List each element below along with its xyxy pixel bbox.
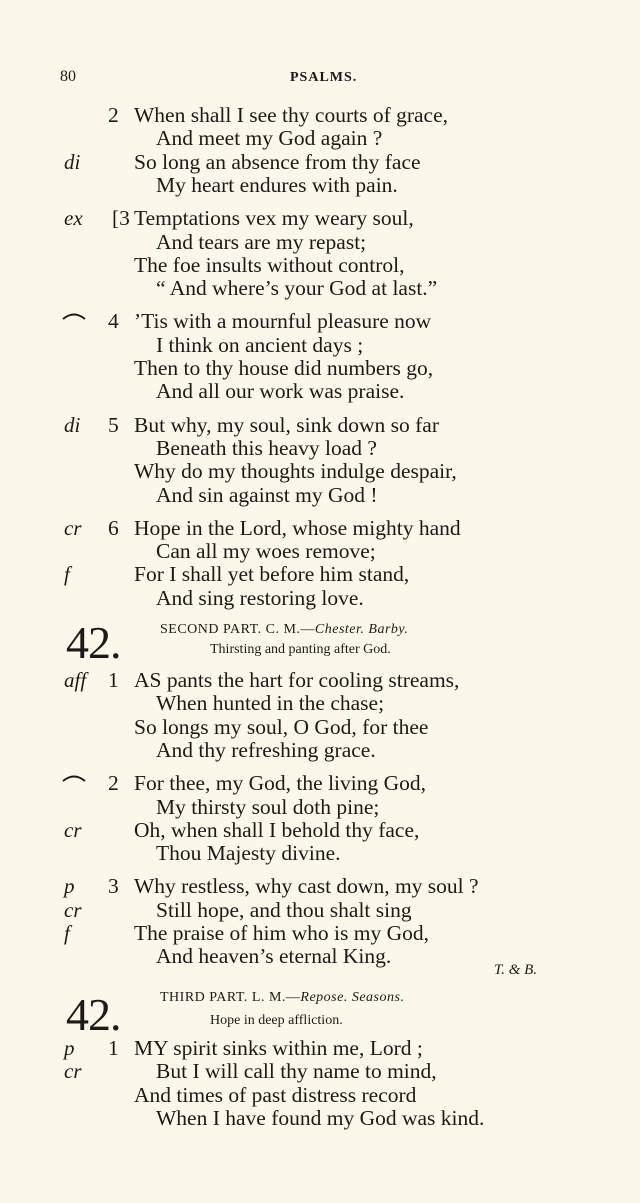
verse-line xyxy=(0,691,640,715)
psalm-number: 42. xyxy=(66,989,121,1040)
verse-line xyxy=(0,1083,640,1107)
part-meter: SECOND PART. C. M.— xyxy=(160,622,315,637)
dynamic-mark: cr xyxy=(64,1059,82,1084)
part-meter: THIRD PART. L. M.— xyxy=(160,990,301,1005)
verse-number: 1 xyxy=(108,1036,119,1060)
psalm-subject: Hope in deep affliction. xyxy=(210,1013,343,1028)
dynamic-mark: f xyxy=(64,921,70,945)
verse-text: For I shall yet before him stand, xyxy=(134,562,410,587)
verse-text: My thirsty soul doth pine; xyxy=(156,794,380,819)
verse-text: I think on ancient days ; xyxy=(156,332,364,357)
verse-text: When hunted in the chase; xyxy=(156,691,385,716)
dynamic-mark: cr xyxy=(64,897,82,922)
verse-text: For thee, my God, the living God, xyxy=(134,771,427,796)
verse-line xyxy=(0,1059,640,1083)
verse-line xyxy=(0,126,640,150)
verse-text: AS pants the hart for cooling streams, xyxy=(134,668,460,692)
verse-text: When shall I see thy courts of grace, xyxy=(134,103,449,127)
author-initials: T. & B. xyxy=(494,962,538,978)
verse-text: And tears are my repast; xyxy=(156,229,367,254)
verse-text: My heart endures with pain. xyxy=(156,172,398,197)
verse-text: And sin against my God ! xyxy=(156,482,378,507)
verse-text: Temptations vex my weary soul, xyxy=(134,206,414,231)
verse-text: So longs my soul, O God, for thee xyxy=(134,714,429,739)
verse-text: And times of past distress record xyxy=(134,1082,417,1107)
verse-line xyxy=(0,413,640,437)
verse-line xyxy=(0,921,640,945)
dynamic-mark: cr xyxy=(64,515,82,540)
verse-line xyxy=(0,944,640,968)
verse-number: 6 xyxy=(108,515,119,540)
verse-text: And meet my God again ? xyxy=(156,126,383,151)
tune-names: Chester. Barby. xyxy=(314,622,409,637)
verse-number: 5 xyxy=(108,412,119,437)
verse-text: “ And where’s your God at last.” xyxy=(156,276,438,301)
part-title xyxy=(160,622,408,638)
part-title xyxy=(160,990,404,1006)
slur-mark-icon xyxy=(62,312,86,320)
page-header xyxy=(0,68,640,90)
verse-line xyxy=(0,206,640,230)
verse-line xyxy=(0,309,640,333)
verse-text: Then to thy house did numbers go, xyxy=(134,356,434,380)
verse-line xyxy=(0,715,640,739)
verse-line xyxy=(0,436,640,460)
verse-text: Still hope, and thou shalt sing xyxy=(156,897,412,922)
verse-text: And heaven’s eternal King. xyxy=(156,944,392,969)
verse-text: So long an absence from thy face xyxy=(134,149,421,174)
psalm-subject: Thirsting and panting after God. xyxy=(210,642,391,657)
verse-text: When I have found my God was kind. xyxy=(156,1105,485,1130)
verse-number: [3 xyxy=(112,206,130,231)
verse-line xyxy=(0,150,640,174)
verse-text: Hope in the Lord, whose mighty hand xyxy=(134,515,461,540)
tune-names: Repose. Seasons. xyxy=(300,990,405,1005)
verse-line xyxy=(0,276,640,300)
verse-line xyxy=(0,795,640,819)
verse-line xyxy=(0,253,640,277)
verse-text: But why, my soul, sink down so far xyxy=(134,412,439,437)
dynamic-mark: di xyxy=(64,412,81,437)
dynamic-mark: ex xyxy=(64,206,83,231)
verse-line xyxy=(0,483,640,507)
verse-number: 2 xyxy=(108,771,119,796)
verse-line xyxy=(0,841,640,865)
verse-line xyxy=(0,356,640,380)
dynamic-mark: f xyxy=(64,562,70,587)
verse-line xyxy=(0,586,640,610)
verse-text: And thy refreshing grace. xyxy=(156,737,376,762)
page-number: 80 xyxy=(60,68,76,85)
verse-text: The foe insults without control, xyxy=(134,252,405,277)
verse-number: 4 xyxy=(108,309,119,334)
verse-text: Why restless, why cast down, my soul ? xyxy=(134,874,479,899)
verse-line xyxy=(0,898,640,922)
dynamic-mark: di xyxy=(64,149,81,174)
verse-line xyxy=(0,539,640,563)
verse-line xyxy=(0,379,640,403)
verse-line xyxy=(0,459,640,483)
verse-text: Oh, when shall I behold thy face, xyxy=(134,817,420,842)
verse-line xyxy=(0,333,640,357)
dynamic-mark: p xyxy=(64,1036,75,1060)
slur-mark-icon xyxy=(62,774,86,782)
verse-line xyxy=(0,771,640,795)
verse-text: Beneath this heavy load ? xyxy=(156,435,377,460)
verse-line xyxy=(0,1106,640,1130)
verse-line xyxy=(0,668,640,692)
verse-line xyxy=(0,562,640,586)
psalm-number: 42. xyxy=(66,617,121,668)
verse-line xyxy=(0,173,640,197)
dynamic-mark: cr xyxy=(64,817,82,842)
dynamic-mark: p xyxy=(64,874,75,899)
verse-text: Can all my woes remove; xyxy=(156,539,376,564)
verse-text: MY spirit sinks within me, Lord ; xyxy=(134,1036,423,1060)
verse-text: Thou Majesty divine. xyxy=(156,841,341,866)
verse-line xyxy=(0,738,640,762)
verse-text: Why do my thoughts indulge despair, xyxy=(134,459,457,484)
verse-text: The praise of him who is my God, xyxy=(134,921,429,945)
verse-line xyxy=(0,1036,640,1060)
verse-number: 2 xyxy=(108,103,119,127)
verse-line xyxy=(0,516,640,540)
verse-text: But I will call thy name to mind, xyxy=(156,1059,437,1084)
verse-text: And sing restoring love. xyxy=(156,585,364,610)
verse-line xyxy=(0,818,640,842)
dynamic-mark: aff xyxy=(64,668,87,692)
verse-line xyxy=(0,874,640,898)
verse-text: ’Tis with a mournful pleasure now xyxy=(134,309,432,334)
verse-number: 1 xyxy=(108,668,119,692)
running-head: PSALMS. xyxy=(290,70,358,85)
verse-text: And all our work was praise. xyxy=(156,379,405,404)
verse-number: 3 xyxy=(108,874,119,899)
verse-line xyxy=(0,103,640,127)
verse-line xyxy=(0,230,640,254)
